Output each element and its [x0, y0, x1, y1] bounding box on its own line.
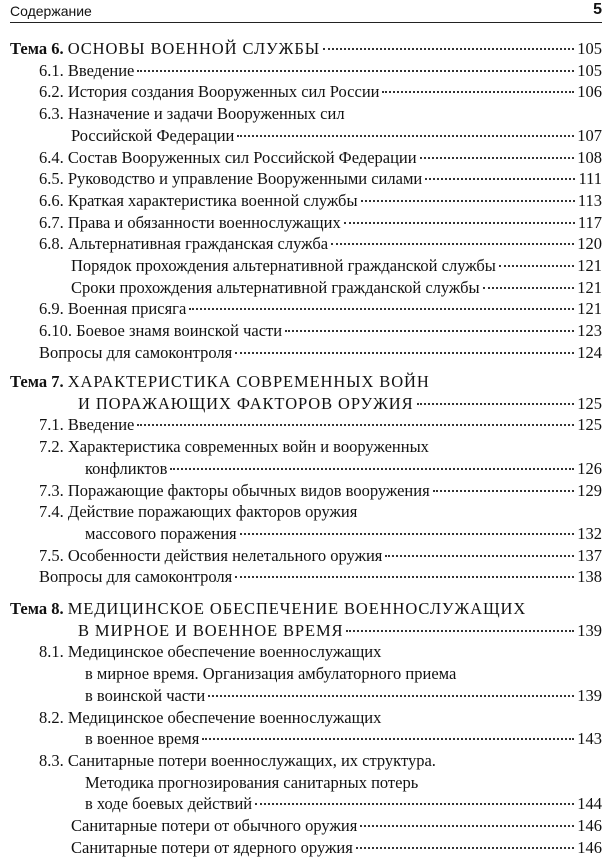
toc-entry-line[interactable] — [85, 685, 602, 707]
toc-entry-line[interactable] — [39, 147, 602, 169]
topic-title-text: В МИРНОЕ И ВОЕННОЕ ВРЕМЯ — [78, 620, 344, 640]
dot-leader — [361, 200, 575, 202]
toc-entry-line[interactable] — [39, 298, 602, 320]
entry-title: Российской Федерации — [71, 125, 235, 145]
entry-title: 6.5. Руководство и управление Вооруженными силами — [39, 169, 423, 189]
dot-leader — [240, 533, 575, 535]
page-number: 105 — [577, 60, 602, 80]
toc-entry-line[interactable] — [39, 320, 602, 342]
dot-leader — [170, 468, 574, 470]
toc-entry-line[interactable] — [39, 103, 345, 125]
entry-title: 7.1. Введение — [39, 415, 135, 435]
dot-leader — [202, 738, 574, 740]
topic-title — [10, 38, 320, 60]
entry-title: Санитарные потери от обычного оружия — [71, 816, 358, 835]
dot-leader — [346, 630, 574, 632]
topic-heading[interactable] — [78, 393, 602, 415]
toc-entry-line[interactable] — [39, 707, 381, 729]
toc-entry-line[interactable] — [85, 523, 602, 545]
dot-leader — [360, 825, 574, 827]
page-number: 120 — [577, 234, 602, 254]
dot-leader — [344, 222, 575, 224]
toc-entry-line[interactable] — [39, 566, 602, 588]
page-number: 106 — [577, 82, 602, 102]
topic-heading[interactable] — [10, 371, 430, 393]
toc-entry-line[interactable] — [71, 815, 602, 837]
entry-title: в воинской части — [85, 685, 206, 705]
page-number: 121 — [577, 299, 602, 319]
entry-title: Порядок прохождения альтернативной гражданской службы — [71, 256, 496, 275]
toc-entry-line[interactable] — [39, 81, 602, 103]
page-number: 132 — [577, 523, 602, 543]
entry-title: 7.5. Особенности действия нелетального оружия — [39, 545, 383, 565]
page-number: 144 — [577, 794, 602, 814]
page-number: 121 — [577, 256, 602, 275]
dot-leader — [425, 178, 575, 180]
topic-heading[interactable] — [10, 598, 526, 620]
entry-title: 6.2. История создания Вооруженных сил России — [39, 82, 380, 102]
entry-title: Вопросы для самоконтроля — [39, 567, 233, 587]
page-number: 129 — [577, 480, 602, 500]
toc-entry-line[interactable] — [39, 233, 602, 255]
toc-entry-line[interactable] — [39, 545, 602, 567]
toc-entry-line[interactable] — [85, 663, 456, 685]
toc-entry-line[interactable] — [71, 125, 602, 147]
toc-entry-line[interactable] — [85, 772, 418, 794]
dot-leader — [499, 265, 574, 267]
page-number: 138 — [577, 567, 602, 587]
dot-leader — [385, 555, 574, 557]
dot-leader — [285, 330, 574, 332]
page-number: 124 — [577, 342, 602, 362]
dot-leader — [356, 847, 574, 849]
entry-title: Санитарные потери от ядерного оружия — [71, 837, 353, 857]
page-number: 105 — [577, 39, 602, 58]
toc-entry-line[interactable] — [39, 436, 429, 458]
dot-leader — [235, 576, 574, 578]
entry-title: 6.4. Состав Вооруженных сил Российской Федерации — [39, 147, 417, 167]
dot-leader — [483, 287, 575, 289]
page-number: 125 — [577, 415, 602, 435]
entry-title: в мирное время. Организация амбулаторного приема — [85, 664, 457, 684]
page-number: 125 — [577, 393, 602, 413]
entry-title: 7.2. Характеристика современных войн и вооруженных — [39, 437, 429, 457]
dot-leader — [382, 91, 574, 93]
running-head-title: Содержание — [10, 3, 92, 19]
page-number: 111 — [578, 169, 602, 189]
toc-entry-line[interactable] — [85, 728, 602, 750]
page-number: 117 — [577, 212, 602, 232]
page-number: 123 — [577, 321, 602, 341]
topic-number: Тема 6. — [10, 39, 64, 58]
dot-leader — [189, 308, 574, 310]
toc-entry-line[interactable] — [39, 342, 602, 364]
toc-entry-line[interactable] — [71, 255, 602, 277]
entry-title: 6.1. Введение — [39, 60, 135, 80]
topic-title-text: ХАРАКТЕРИСТИКА СОВРЕМЕННЫХ ВОЙН — [67, 372, 430, 391]
entry-title: конфликтов — [85, 458, 168, 478]
entry-title: Методика прогнозирования санитарных потерь — [85, 772, 419, 792]
topic-title-text: И ПОРАЖАЮЩИХ ФАКТОРОВ ОРУЖИЯ — [78, 393, 414, 413]
toc-entry-line[interactable] — [39, 501, 357, 523]
dot-leader — [137, 424, 574, 426]
entry-title: 6.7. Права и обязанности военнослужащих — [39, 212, 341, 232]
toc-entry-line[interactable] — [71, 277, 602, 299]
dot-leader — [237, 135, 574, 137]
entry-title: в ходе боевых действий — [85, 794, 253, 814]
running-head-page-number: 5 — [593, 1, 602, 18]
dot-leader — [255, 803, 574, 805]
entry-title: 8.3. Санитарные потери военнослужащих, их структура. — [39, 750, 436, 770]
dot-leader — [331, 243, 574, 245]
page-number: 137 — [577, 545, 602, 565]
toc-entry-line[interactable] — [39, 168, 602, 190]
toc-entry-line[interactable] — [85, 793, 602, 815]
page-number: 121 — [577, 277, 602, 297]
dot-leader — [137, 70, 574, 72]
entry-title: 8.1. Медицинское обеспечение военнослужащих — [39, 642, 382, 662]
topic-number: Тема 7. — [10, 372, 64, 391]
page-number: 146 — [577, 816, 602, 835]
dot-leader — [433, 490, 575, 492]
page-number: 113 — [577, 190, 602, 210]
topic-heading[interactable] — [10, 38, 602, 60]
page-number: 139 — [577, 685, 602, 705]
page-number: 126 — [577, 458, 602, 478]
entry-title: 6.8. Альтернативная гражданская служба — [39, 234, 329, 254]
entry-title: 8.2. Медицинское обеспечение военнослужащих — [39, 707, 382, 727]
page-number: 139 — [577, 620, 602, 640]
entry-title: 7.3. Поражающие факторы обычных видов вооружения — [39, 480, 430, 500]
page-number: 107 — [577, 125, 602, 145]
dot-leader — [420, 157, 575, 159]
toc-entry-line[interactable] — [85, 458, 602, 480]
page-number: 108 — [577, 147, 602, 167]
toc-entry-line[interactable] — [39, 60, 602, 82]
page-number: 146 — [577, 837, 602, 857]
entry-title: в военное время — [85, 729, 200, 749]
entry-title: массового поражения — [85, 523, 237, 543]
toc-entry-line[interactable] — [39, 480, 602, 502]
toc-entry-line[interactable] — [39, 414, 602, 436]
entry-title: Вопросы для самоконтроля — [39, 342, 233, 362]
entry-title: 7.4. Действие поражающих факторов оружия — [39, 502, 358, 522]
entry-title: 6.6. Краткая характеристика военной службы — [39, 190, 358, 210]
dot-leader — [208, 695, 574, 697]
topic-title — [78, 620, 343, 642]
topic-number: Тема 8. — [10, 599, 64, 618]
toc-entry-line[interactable] — [71, 837, 602, 859]
page-number: 143 — [577, 729, 602, 749]
topic-title — [10, 599, 526, 618]
toc-entry-line[interactable] — [39, 641, 381, 663]
toc-entry-line[interactable] — [39, 190, 602, 212]
topic-title — [10, 372, 430, 391]
entry-title: 6.9. Военная присяга — [39, 299, 187, 319]
topic-title-text: МЕДИЦИНСКОЕ ОБЕСПЕЧЕНИЕ ВОЕННОСЛУЖАЩИХ — [67, 599, 527, 618]
dot-leader — [417, 403, 575, 405]
dot-leader — [323, 48, 574, 50]
entry-title: 6.10. Боевое знамя воинской части — [39, 321, 283, 341]
toc-entry-line[interactable] — [39, 750, 436, 772]
topic-heading[interactable] — [78, 620, 602, 642]
entry-title: 6.3. Назначение и задачи Вооруженных сил — [39, 104, 345, 124]
topic-title-text: ОСНОВЫ ВОЕННОЙ СЛУЖБЫ — [67, 39, 320, 58]
entry-title: Сроки прохождения альтернативной гражданской службы — [71, 277, 480, 297]
dot-leader — [235, 352, 574, 354]
topic-title — [78, 393, 414, 415]
toc-entry-line[interactable] — [39, 212, 602, 234]
